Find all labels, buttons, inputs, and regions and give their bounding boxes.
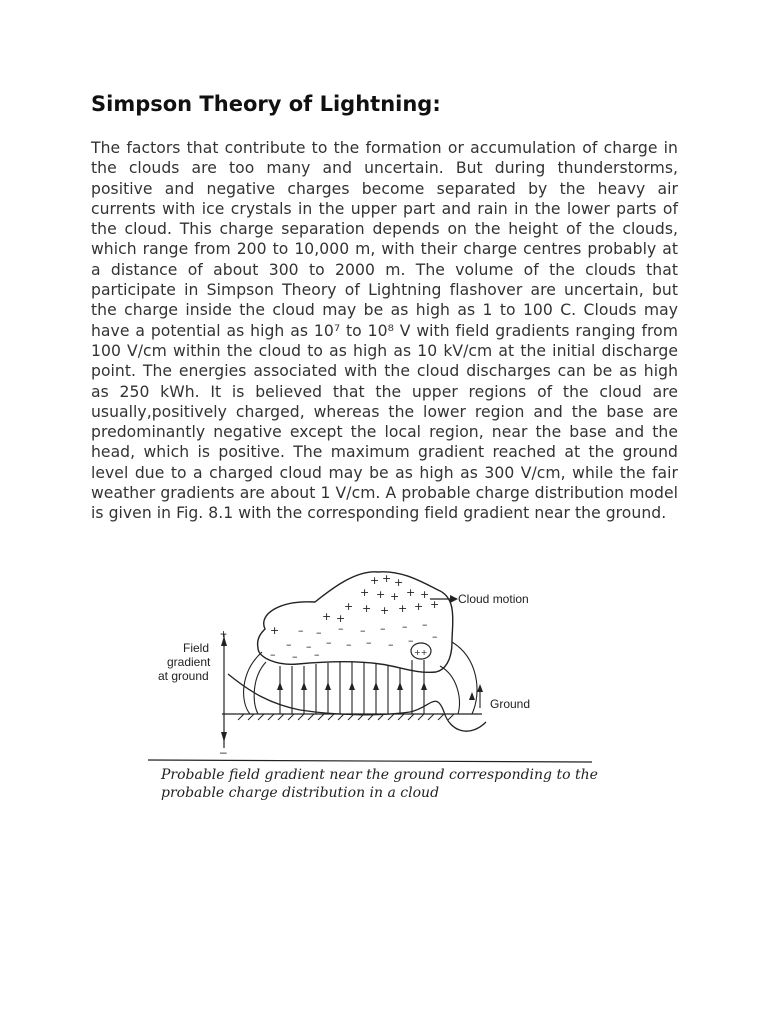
cloud-motion-label: Cloud motion xyxy=(458,592,529,606)
caption-rule xyxy=(148,760,592,762)
svg-text:–: – xyxy=(402,620,408,633)
svg-text:–: – xyxy=(292,650,298,663)
svg-text:+: + xyxy=(322,610,332,623)
svg-text:+: + xyxy=(336,612,346,625)
svg-text:+: + xyxy=(382,572,392,585)
svg-text:–: – xyxy=(388,638,394,651)
svg-text:+: + xyxy=(362,602,372,615)
svg-text:–: – xyxy=(366,636,372,649)
field-label-line2: gradient xyxy=(167,655,211,669)
svg-text:–: – xyxy=(408,634,414,647)
field-gradient-curve xyxy=(228,674,486,731)
svg-text:–: – xyxy=(346,638,352,651)
svg-text:+: + xyxy=(414,600,424,613)
field-label-line3: at ground xyxy=(158,669,209,683)
svg-text:–: – xyxy=(270,648,276,661)
figure-caption-line2: probable charge distribution in a cloud xyxy=(161,785,440,801)
svg-text:–: – xyxy=(286,638,292,651)
svg-text:–: – xyxy=(422,618,428,631)
svg-text:+: + xyxy=(344,600,354,613)
svg-text:+: + xyxy=(390,590,400,603)
svg-text:–: – xyxy=(432,630,438,643)
svg-text:–: – xyxy=(326,636,332,649)
svg-text:+: + xyxy=(394,576,404,589)
axis-minus-label: – xyxy=(220,745,227,759)
svg-text:–: – xyxy=(314,648,320,661)
svg-text:–: – xyxy=(380,622,386,635)
svg-text:–: – xyxy=(306,640,312,653)
negative-charges-lower xyxy=(270,618,438,663)
svg-text:+: + xyxy=(376,588,386,601)
svg-text:–: – xyxy=(360,624,366,637)
page-title: Simpson Theory of Lightning: xyxy=(91,92,441,116)
ground-label: Ground xyxy=(490,697,531,711)
svg-text:+: + xyxy=(360,586,370,599)
field-lines xyxy=(244,642,477,714)
svg-text:+: + xyxy=(420,588,430,601)
svg-text:+: + xyxy=(270,624,280,637)
figure-caption-line1: Probable field gradient near the ground corresponding to the xyxy=(161,767,598,783)
svg-text:++: ++ xyxy=(414,648,428,657)
svg-text:–: – xyxy=(338,622,344,635)
axis-plus-label: + xyxy=(220,627,228,641)
svg-text:+: + xyxy=(398,602,408,615)
positive-charges-upper xyxy=(270,572,439,637)
body-paragraph: The factors that contribute to the formation or accumulation of charge in the clouds are too many and uncertain. But during thunderstorms, positive and negative charges become separated by the heavy air currents with ice crystals in the upper part and rain in the lower parts of the cloud. This charge separation depends on the height of the clouds, which range from 200 to 10,000 m, with their charge centres probably at a distance of about 300 to 2000 m. The volume of the clouds that participate in Simpson Theory of Lightning flashover are uncertain, but the charge inside the cloud may be as high as 1 to 100 C. Clouds may have a potential as high as 10⁷ to 10⁸ V with field gradients ranging from 100 V/cm within the cloud to as high as 10 kV/cm at the initial discharge point. The energies associated with the cloud discharges can be as high as 250 kWh. It is believed that the upper regions of the cloud are usually,positively charged, whereas the lower region and the base are predominantly negative except the local region, near the base and the head, which is positive. The maximum gradient reached at the ground level due to a charged cloud may be as high as 300 V/cm, while the fair weather gradients are about 1 V/cm. A probable charge distribution model is given in Fig. 8.1 with the corresponding field gradient near the ground. xyxy=(91,139,678,523)
svg-text:+: + xyxy=(406,586,416,599)
field-label-line1: Field xyxy=(183,641,210,655)
svg-text:+: + xyxy=(430,598,440,611)
svg-text:–: – xyxy=(316,626,322,639)
svg-text:+: + xyxy=(380,604,390,617)
svg-text:–: – xyxy=(298,624,304,637)
svg-text:+: + xyxy=(370,574,380,587)
